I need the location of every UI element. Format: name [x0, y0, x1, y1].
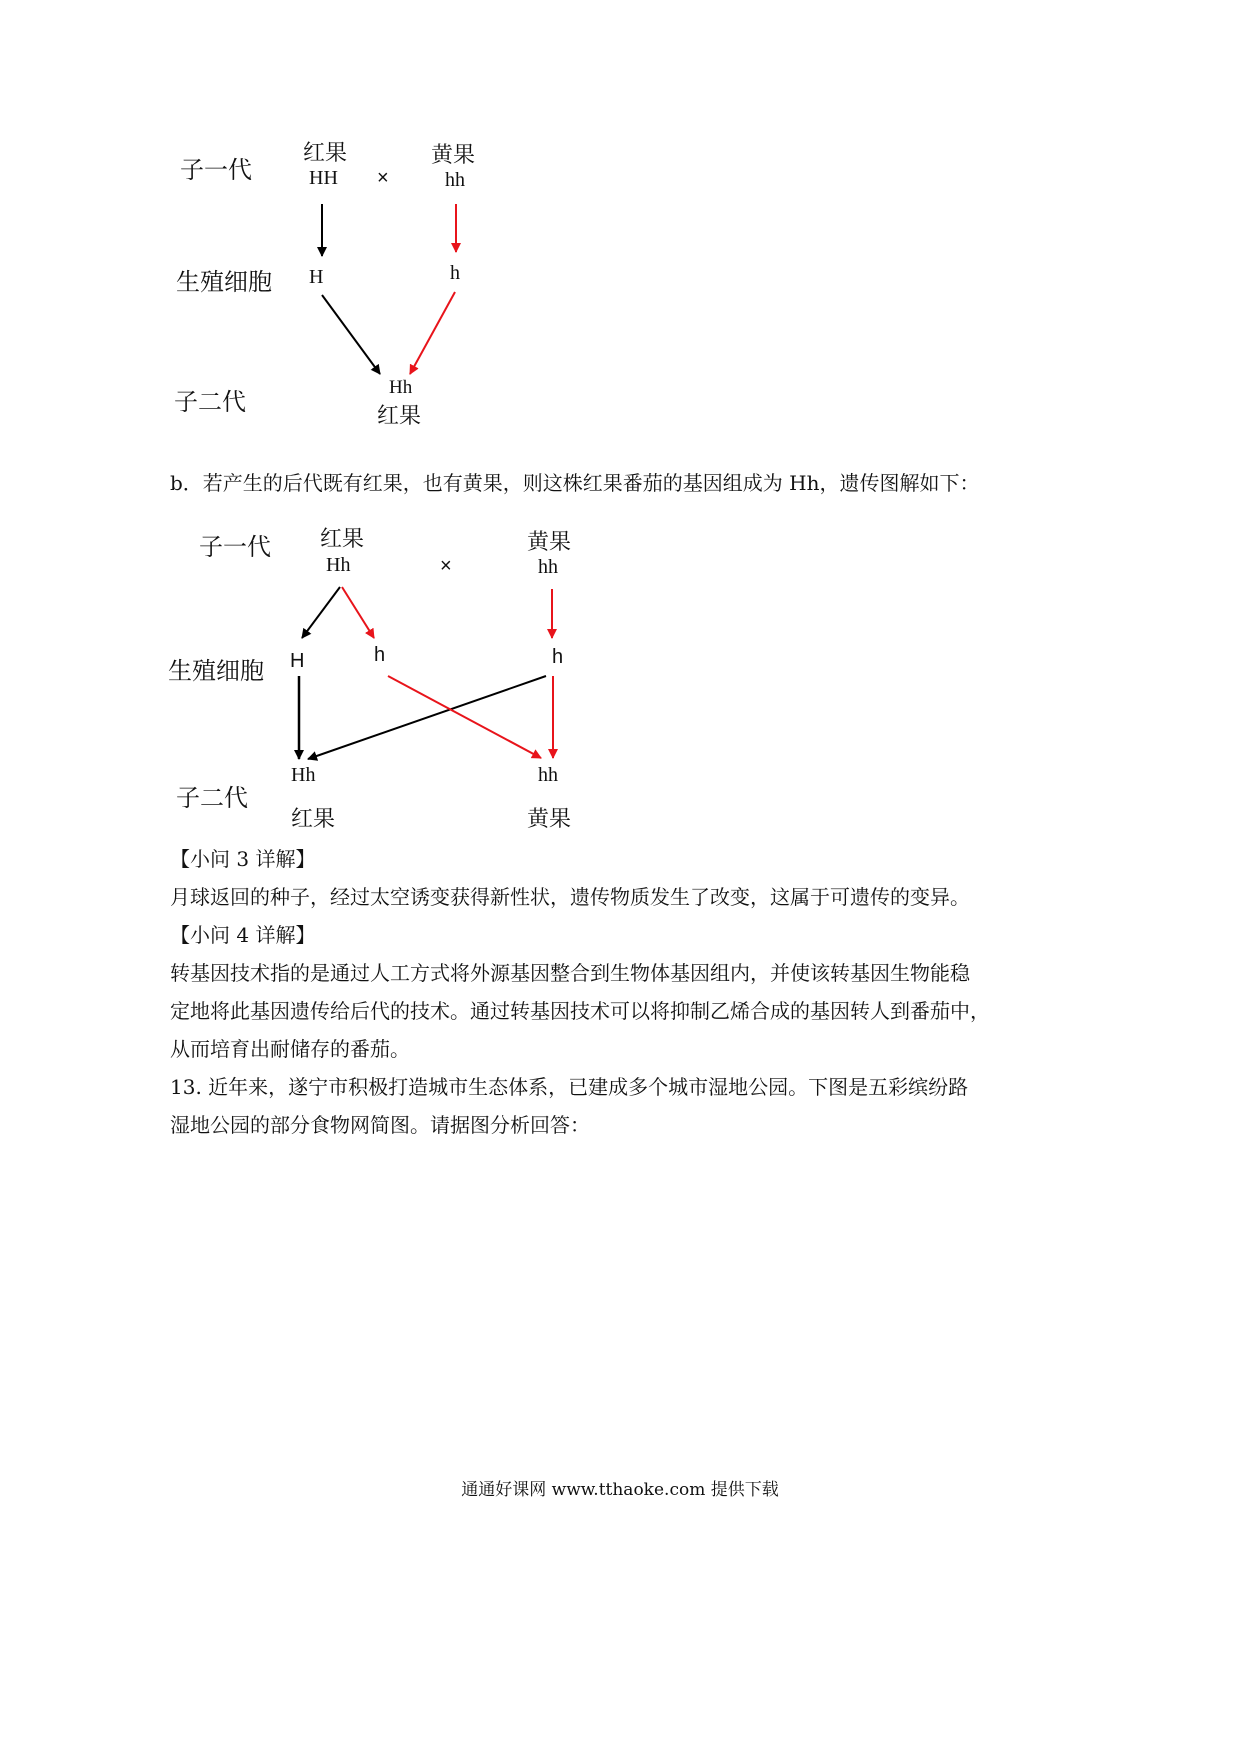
parent-red-genotype: HH: [309, 167, 338, 189]
q3-text: 月球返回的种子，经过太空诱变获得新性状，遗传物质发生了改变，这属于可遗传的变异。: [170, 885, 970, 909]
offspring-1-genotype: Hh: [291, 764, 316, 786]
offspring-1-phenotype: 红果: [291, 807, 336, 832]
gamete-h-from-yellow: h: [552, 646, 564, 668]
offspring-2-phenotype: 黄果: [527, 807, 572, 832]
row-label-f1: 子一代: [180, 156, 252, 184]
paragraph-b: b．若产生的后代既有红果，也有黄果，则这株红果番茄的基因组成为 Hh，遗传图解如下：: [170, 471, 980, 495]
gamete-H: H: [290, 650, 305, 672]
arrow-h2-to-Hh: [308, 676, 546, 759]
row-label-f1: 子一代: [199, 533, 271, 561]
arrow-h1-to-hh: [388, 676, 541, 758]
row-label-f2: 子二代: [176, 784, 248, 812]
arrow-Hh-to-h: [342, 587, 374, 638]
parent-yellow-genotype: hh: [538, 556, 558, 578]
parent-yellow-phenotype: 黄果: [527, 530, 572, 555]
offspring-2-genotype: hh: [538, 764, 558, 786]
parent-red-phenotype: 红果: [303, 141, 348, 166]
offspring-genotype: Hh: [389, 377, 413, 398]
cross-symbol: ×: [440, 555, 452, 577]
gamete-h: h: [450, 262, 460, 284]
q4-line-2: 定地将此基因遗传给后代的技术。通过转基因技术可以将抑制乙烯合成的基因转人到番茄中，: [170, 999, 990, 1023]
q4-line-3: 从而培育出耐储存的番茄。: [170, 1037, 410, 1061]
parent-yellow-genotype: hh: [445, 169, 465, 191]
parent-red-phenotype: 红果: [320, 527, 365, 552]
cross-symbol: ×: [377, 167, 389, 189]
gamete-h-from-red: h: [374, 644, 386, 666]
row-label-gametes: 生殖细胞: [168, 657, 264, 685]
parent-red-genotype: Hh: [326, 554, 351, 576]
gamete-H: H: [309, 266, 324, 288]
q13-line-1: 13. 近年来，遂宁市积极打造城市生态体系，已建成多个城市湿地公园。下图是五彩缤纷路: [170, 1075, 969, 1099]
q4-heading: 【小问 4 详解】: [170, 923, 316, 947]
page-footer: 通通好课网 www.tthaoke.com 提供下载: [461, 1480, 779, 1500]
q13-line-2: 湿地公园的部分食物网简图。请据图分析回答：: [170, 1113, 590, 1137]
q3-heading: 【小问 3 详解】: [170, 847, 316, 871]
q4-line-1: 转基因技术指的是通过人工方式将外源基因整合到生物体基因组内，并使该转基因生物能稳: [170, 961, 970, 985]
row-label-gametes: 生殖细胞: [176, 268, 272, 296]
arrow-Hh-to-H: [302, 587, 340, 638]
row-label-f2: 子二代: [174, 388, 246, 416]
offspring-phenotype: 红果: [377, 404, 422, 429]
parent-yellow-phenotype: 黄果: [431, 143, 476, 168]
